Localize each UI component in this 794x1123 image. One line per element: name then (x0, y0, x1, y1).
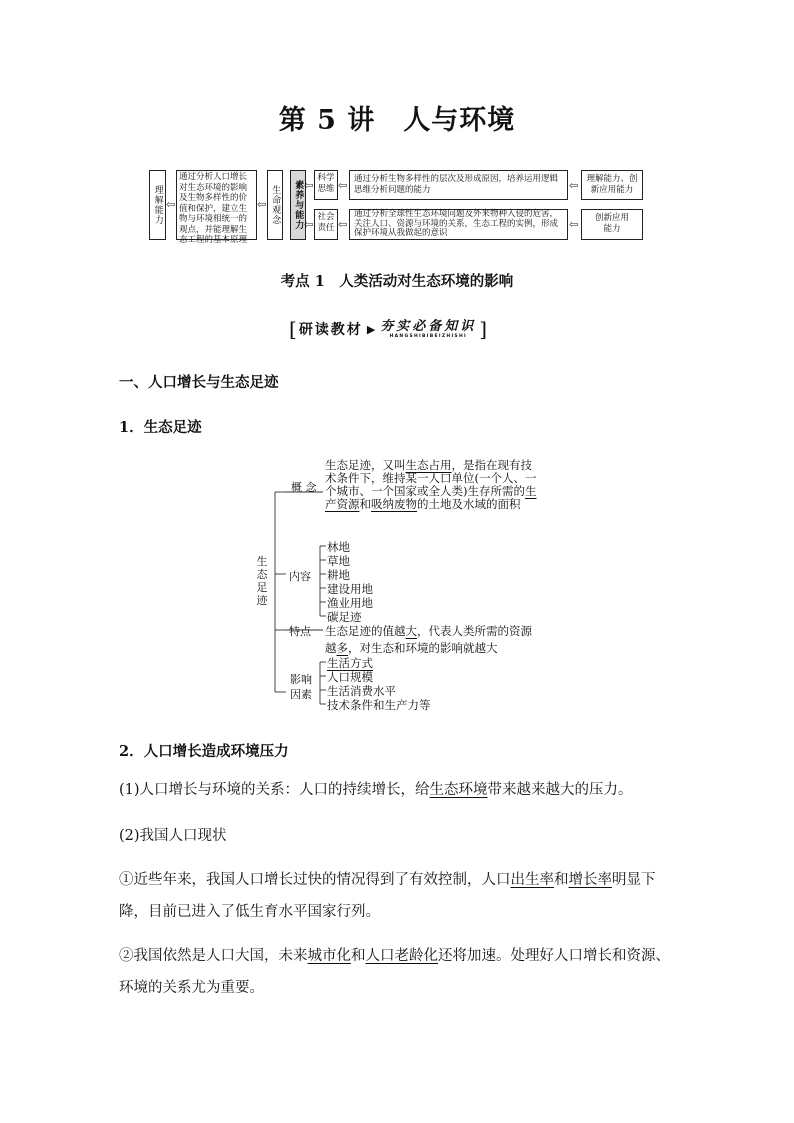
heading-population-footprint: 一、人口增长与生态足迹 (119, 374, 279, 391)
term-ecological-occupation: 生态占用 (405, 458, 452, 472)
banner-pinyin: HANGSHIBIBEIZHISHI (389, 333, 468, 339)
mindmap-label-feature: 特点 (289, 625, 311, 638)
objective-row-1-text: 通过分析生物多样性的层次及形成原因，培养运用逻辑思维分析问题的能力 (349, 170, 568, 200)
bracket-close: ] (479, 317, 488, 341)
core-competence-label: 素养与能力 (290, 170, 306, 240)
heading-population-pressure: 2．人口增长造成环境压力 (119, 743, 289, 760)
banner-right-text: 夯实必备知识 (380, 318, 477, 334)
paragraph-status-heading: (2)我国人口现状 (119, 828, 227, 844)
arrow-left-icon: ⇦ (569, 218, 579, 231)
objective-summary-box: 通过分析人口增长对生态环境的影响及生物多样性的价值和保护，建立生物与环境相统一的观点，并能理解生态工程的基本原理 (176, 170, 257, 240)
term-absorb-waste: 吸纳废物 (371, 497, 417, 511)
mindmap-root: 生态足迹 (256, 555, 268, 607)
page-title: 第 5 讲 人与环境 (278, 105, 516, 136)
heading-ecological-footprint: 1．生态足迹 (119, 419, 202, 436)
paragraph-relation: (1)人口增长与环境的关系：人口的持续增长，给生态环境带来越来越大的压力。 (119, 782, 633, 798)
category-scientific-thinking: 科学思维 (314, 170, 338, 200)
concept-label-life: 生命观念 (267, 170, 283, 240)
mindmap-label-concept: 概 念 (291, 481, 317, 494)
banner-left-text: 研读教材 (298, 322, 363, 338)
term-production-resources: 生产资源 (325, 484, 537, 511)
mindmap-feature-text: 生态足迹的值越大，代表人类所需的资源越多，对生态和环境的影响就越大 (325, 624, 532, 655)
list-item: 建设用地 (327, 582, 373, 596)
objective-row-1-ability: 理解能力、创新应用能力 (581, 170, 643, 200)
paragraph-status-2: ②我国依然是人口大国，未来城市化和人口老龄化还将加速。处理好人口增长和资源、环境的关系尤为重要。 (119, 948, 670, 996)
triangle-right-icon: ▶ (366, 322, 376, 336)
list-item: 技术条件和生产力等 (327, 698, 431, 712)
arrow-left-icon: ⇦ (569, 179, 579, 192)
arrow-left-icon: ⇦ (257, 198, 267, 211)
list-item: 林地 (327, 540, 350, 554)
list-item: 人口规模 (327, 670, 373, 684)
objective-row-2-text: 通过分析全球性生态环境问题及外来物种入侵的危害，关注人口、资源与环境的关系，生态工程的实例，形成保护环境从我做起的意识 (349, 209, 568, 240)
arrow-left-icon: ⇦ (304, 179, 314, 192)
mindmap-factor-list (327, 656, 431, 712)
arrow-left-icon: ⇦ (304, 218, 314, 231)
category-social-responsibility: 社会责任 (314, 209, 338, 240)
list-item: 生活消费水平 (327, 684, 396, 698)
section-heading-kaodian: 考点 1 人类活动对生态环境的影响 (280, 273, 514, 290)
mindmap-concept-text: 生态足迹，又叫生态占用，是指在现有技术条件下，维持某一人口单位(一个人、一个城市、一个国家或全人类)生存所需的生产资源和吸纳废物的土地及水域的面积 (325, 458, 537, 511)
list-item: 渔业用地 (327, 596, 373, 610)
list-item: 生活方式 (327, 656, 373, 670)
arrow-left-icon: ⇦ (338, 179, 348, 192)
paragraph-status-1: ①近些年来，我国人口增长过快的情况得到了有效控制，人口出生率和增长率明显下降，目前已进入了低生育水平国家行列。 (119, 872, 656, 920)
objective-row-2-ability: 创新应用能力 (581, 209, 643, 240)
arrow-left-icon: ⇦ (338, 218, 348, 231)
bracket-open: [ (289, 317, 297, 341)
mindmap-label-factors: 影响 因素 (290, 673, 312, 701)
ability-label-understanding: 理解能力 (149, 170, 166, 240)
mindmap-label-content: 内容 (289, 570, 311, 583)
mindmap-content-list (327, 540, 373, 624)
list-item: 草地 (327, 554, 350, 568)
arrow-left-icon: ⇦ (166, 198, 176, 211)
list-item: 耕地 (327, 568, 350, 582)
list-item: 碳足迹 (327, 610, 362, 624)
